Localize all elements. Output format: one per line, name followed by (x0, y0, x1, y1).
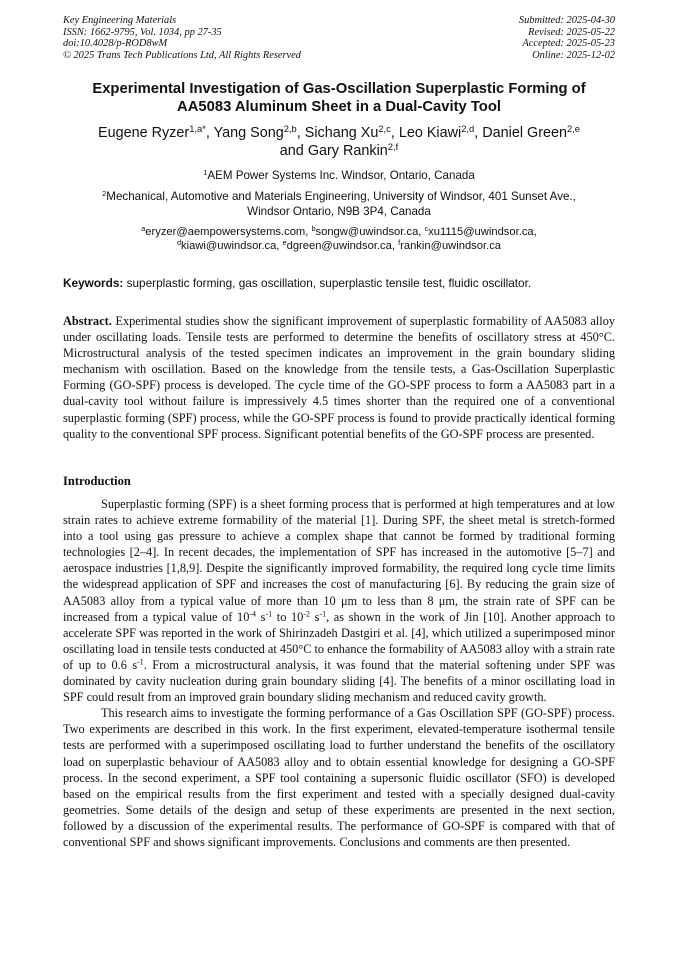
section-heading-introduction: Introduction (63, 474, 131, 488)
author-affiliation-mark: 2,b (283, 123, 297, 134)
author-separator: , (205, 125, 214, 141)
email-link[interactable]: songw@uwindsor.ca (315, 226, 419, 238)
author-separator: , (474, 125, 483, 141)
author-affiliation-mark: 2,e (567, 123, 581, 134)
affiliation-mark: 2 (102, 188, 107, 198)
submitted-date: Submitted: 2025-04-30 (518, 15, 615, 26)
author-affiliation-mark: 2,c (378, 123, 391, 134)
journal-header-left (63, 15, 301, 61)
keywords (63, 276, 615, 290)
email-link[interactable]: xu1115@uwindsor.ca (428, 226, 534, 238)
journal-header-right (519, 15, 615, 61)
keywords-text: superplastic forming, gas oscillation, superplastic tensile test, fluidic oscillator. (123, 276, 532, 290)
title-line-2: AA5083 Aluminum Sheet in a Dual-Cavity Tool (177, 98, 501, 115)
affiliation-text: Mechanical, Automotive and Materials Engineering, University of Windsor, 401 Sunset Ave., (106, 190, 576, 203)
author-name: Leo Kiawi (398, 125, 462, 141)
author-name: Sichang Xu (304, 125, 379, 141)
affiliation-mark: 1 (203, 167, 208, 177)
abstract-text: Experimental studies show the significant improvement of superplastic formability of AA5083 alloy under oscillating loads. Tensile tests are performed to determine the benefits of oscillatory stress at 450°C. Microstructural analysis of the tested specimen indicates an improvement in the grain boundary sliding mechanism with oscillation. Based on the knowledge from the tensile tests, a Gas-Oscillation Superplastic Forming (GO-SPF) process is developed. The cycle time of the GO-SPF process to form a AA5083 part in a dual-cavity tool without failure is impressively 4.5 times shorter than the required one of a conventional superplastic forming (SPF) process, while the GO-SPF process is found to provide practically identical forming quality to the conventional SPF process. Significant potential benefits of the GO-SPF process are presented. (63, 314, 615, 441)
author-name: Eugene Ryzer (97, 125, 190, 141)
email-link[interactable]: dgreen@uwindsor.ca (286, 240, 392, 253)
author-list (60, 124, 618, 160)
author-affiliation-mark: 1,a* (189, 123, 206, 134)
keywords-label: Keywords: (63, 276, 124, 290)
affiliation-2 (60, 190, 618, 219)
author-conjunction: and (279, 143, 308, 159)
introduction-body (63, 496, 615, 850)
title-line-1: Experimental Investigation of Gas-Oscillation Superplastic Forming of (92, 81, 586, 97)
abstract (63, 313, 615, 442)
author-separator: , (390, 125, 399, 141)
author-name: Yang Song (213, 125, 284, 141)
email-link[interactable]: rankin@uwindsor.ca (400, 240, 502, 253)
affiliation-1 (60, 169, 618, 184)
author-line-2 (60, 142, 618, 160)
paragraph: This research aims to investigate the forming performance of a Gas Oscillation SPF (GO-SPF) process. Two experiments are described in this work. In the first experiment, elevated-temperature isothermal tensile tests are performed with a superimposed oscillating load to further understand the benefits of the oscillatory load on superplastic behaviour of AA5083 alloy and to obtain essential knowledge for designing a GO-SPF process. In the second experiment, a SPF tool containing a supersonic fluidic oscillator (SFO) is developed based on the empirical results from the first experiment and tested with a specially designed dual-cavity geometries. Some details of the design and setup of these experiments are presented in the next section, followed by a discussion of the experimental results. The performance of GO-SPF is compared with that of conventional SPF and shows significant improvements. Conclusions and comments are then presented. (63, 706, 615, 849)
email-link[interactable]: eryzer@aempowersystems.com (145, 226, 306, 238)
author-name: Daniel Green (482, 125, 568, 141)
abstract-label: Abstract. (63, 314, 112, 328)
paragraph: Superplastic forming (SPF) is a sheet forming process that is performed at high temperatures and at low strain rates to achieve extreme formability of the material [1]. During SPF, the sheet metal is stretch-formed into a tool using gas pressure to achieve a complex shape that cannot be formed by traditional forming technologies [2–4]. In recent decades, the implementation of SPF has increased in the automotive [5–7] and aerospace industries [1,8,9]. Despite the significantly improved formability, the required long cycle time limits the widespread application of SPF and increases the cost of manufacturing [6]. By reducing the grain size of AA5083 alloy from a typical value of more than 10 μm to less than 8 μm, the strain rate of SPF can be increased from a typical value of $10^{-4}$ $s^{-1}$ to $10^{-2}$ $s^{-1}$, as shown in the work of Jin [10]. Another approach to accelerate SPF was reported in the work of Shirinzadeh Dastgiri et al. [4], which utilized a superimposed minor oscillating load in tensile tests conducted at 450°C to enhance the formability of AA5083 alloy with a strain rate of up to 0.6 $s^{-1}$. From a microstructural analysis, it was found that the material softening under SPF was dominated by cavity nucleation during grain boundary sliding [4]. The benefits of a minor oscillating load in SPF could result from an improved grain boundary sliding mechanism and reduced cavity growth. (63, 497, 615, 705)
accepted-date: Accepted: 2025-05-23 (522, 38, 615, 50)
affiliation-text: AEM Power Systems Inc. Windsor, Ontario, Canada (207, 169, 475, 182)
journal-name: Key Engineering Materials (63, 15, 177, 26)
email-link[interactable]: kiawi@uwindsor.ca (181, 240, 277, 253)
author-separator: , (296, 125, 305, 141)
copyright-notice: © 2025 Trans Tech Publications Ltd, All Rights Reserved (63, 49, 301, 61)
author-emails: $^a$eryzer@aempowersystems.com, $^b$songw@uwindsor.ca, $^c$xu1115@uwindsor.ca, $^d$kiawi@uwindsor.ca, $^e$dgreen@uwindsor.ca, $^f$rankin@uwindsor.ca (141, 224, 537, 253)
revised-date: Revised: 2025-05-22 (528, 26, 615, 38)
author-affiliation-mark: 2,f (387, 141, 399, 152)
journal-issn: ISSN: 1662-9795, Vol. 1034, pp 27-35 (63, 26, 222, 38)
author-name: Gary Rankin (307, 143, 388, 159)
affiliation-text: Windsor Ontario, N9B 3P4, Canada (247, 204, 431, 218)
paper-title (60, 81, 618, 116)
author-line-1 (60, 124, 618, 142)
article-doi[interactable]: doi:10.4028/p-ROD8wM (63, 38, 168, 50)
author-affiliation-mark: 2,d (461, 123, 475, 134)
online-date: Online: 2025-12-02 (532, 49, 615, 61)
